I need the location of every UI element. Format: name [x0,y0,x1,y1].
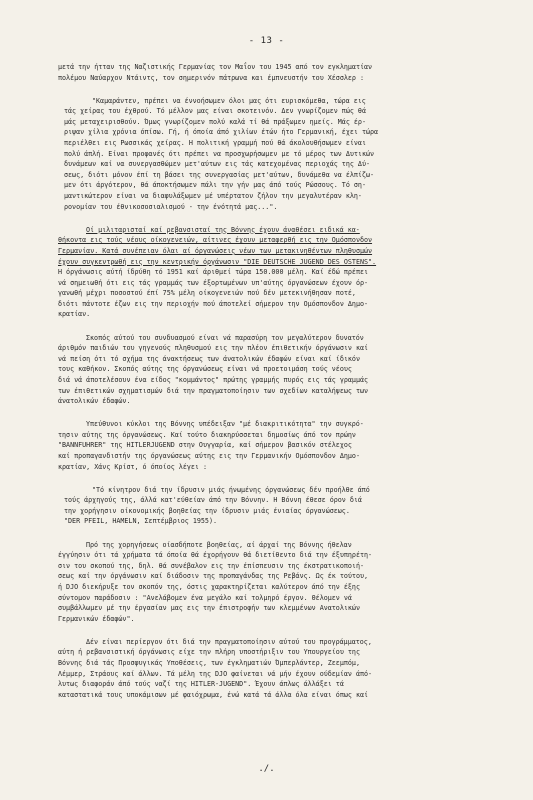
paragraph-purpose: Σκοπός αύτού του συνδυασμού είναι νά παρασύρη τον μεγαλύτερον δυνατόν άριθμόν παιδιών του γηγενούς πληθυσμού εις την πλέον έπιθετικήν όργάνωσιν καί νά πείση ότι τό σχήμα της άνακτήσεως των άνατολικών έδαφών είναι καί ίδικόν τους καθήκον. Σκοπός αύτης της όργανώσεως είναι νά προετοιμάση τούς νέους διά νά άποτελέσουν ένα είδος "κομμάντος" πρώτης γραμμής πυρός εις τάς γραμμάς των έπιθετικών σχηματισμών διά την πραγματοποίησιν των σχεδίων καταλήψεως των άνατολικών έδαφών. [58,333,369,406]
paragraph-youth-org-underlined: Γερμανίαν. Κατά συνέπειαν όλαι αί όργανώσεις νέων των μετακινηθέντων πληθυσμών έχουν συγκεντρωθή εις την κεντρικήν όργάνωσιν "DIE DEUTSCHE JUGEND DES OSTENS". [58,246,377,266]
paragraph-youth-org-details: Η όργάνωσις αύτή ίδρύθη τό 1951 καί άριθμεί τώρα 150.000 μέλη. Καί έδώ πρέπει νά σημειωθή ότι εις τάς γραμμάς των έξορτωμένων υπ'αύτης όργανώσεων έχουν όρ- γανωθή μέχρι ποσοστού έπί 75% μέλη οίκογενειών πού δέν μετεκινήθησαν ποτέ, διότι πάντοτε έζων εις την περιοχήν πού άποτελεί σήμερον την Ομόσπονδον Δημο- κρατίαν. [58,268,369,319]
paragraph-funding: Πρό της χορηγήσεως οίασδήποτε βοηθείας, αί άρχαί της Βόννης ήθελαν έγγύησιν ότι τά χρήματα τά όποία θά έχορήγουν θά διετίθεντο διά την έξυπηρέτη- σιν του σκοπού της, δηλ. θά συνέβαλον εις την έπίσπευσιν της έκστρατικοποιή- σεως καί την όργάνωσιν καί διάδοσιν της προπαγάνδας της Ρεβάνς. Ως έκ τούτου, ή DJO διεκήρυξε τον σκοπόν της, όστις χαρακτηρίζεται καλύτερον άπό την έξης σύντομον παράδοσιν : "Ανελάβομεν ένα μεγάλο καί τολμηρό έργον. Θέλομεν νά συμβάλλωμεν μέ την έργασίαν μας εις την έπιστροφήν των κλεμμένων Ανατολικών Γερμανικών έδαφών". [58,540,373,623]
quote-doenitz: "Καμαράντεν, πρέπει να έννοήσωμεν όλοι μας ότι ευρισκόμεθα, τώρα εις τάς χείρας του έχθρού. Τό μέλλον μας είναι σκοτεινόν. Δεν γνωρίζομεν πώς θά μάς μεταχειρισθούν. Όμως γνωρίζομεν πολύ καλά τί θά πράξωμεν ημείς. Μάς έρ- ριψαν χίλια χρόνια όπίσω. Γή, ή όποία άπό χιλίων έτών ήτο Γερμανική, έχει τώρα περιέλθει εις Ρωσσικάς χείρας. Η πολιτική γραμμή πού θά άκολουθήσωμεν είναι πολύ άπλή. Είναι προφανές ότι πρέπει να προσχωρήσωμεν με τό μέρος των Δυτικών δυνάμεων καί να συνεργασθώμεν μετ'αύτων εις τάς κατεχομένας περιοχάς της Δύ- σεως, διότι μόνον έπί τη βάσει της συνεργασίας μετ'αύτων, δυνάμεθα να έλπίζω- μεν ότι άργότερον, θά άποκτήσωμεν πάλι την γήν μας άπό τούς Ρώσσους. Τό ση- μαντικώτερον είναι να διαφυλάξωμεν μέ υπέρτατον ζήλον την μεγαλυτέραν κλη- ρονομίαν του έθνικοσοσιαλισμού - την ένότητά μας...". [64,96,379,211]
continuation-mark: ./. [258,764,275,774]
paragraph-militarists-underlined: Οί μιλιταρισταί καί ρεβανσισταί της Βόννης έχουν άναθέσει ειδικά κα- θήκοντα εις τούς νέους οίκογενειών, αίτινες έχουν μεταφερθή εις την Ομόσπονδον [58,225,373,245]
quote-hans-krist: "Τό κίνητρον διά την ίδρυσιν μιάς ήνωμένης όργανώσεως δέν προήλθε άπό τούς άρχηγούς της, άλλά κατ'εύθείαν άπό την Βόννην. Η Βόννη έθεσε όρον διά την χορήγησιν οίκονομικής βοηθείας την ίδρυσιν μιάς ένιαίας όργανώσεως. "DER PFEIL, HAMELN, Σεπτέμβριος 1955). [64,485,370,526]
paragraph-intro-continuation: μετά την ήτταν της Ναζιστικής Γερμανίας τον Μαΐον του 1945 από τον εγκληματίαν πολέμου Ναύαρχον Ντάιντς, τον σημερινόν πάτρωνα και έμπνευστήν του Χέσσλερ : [58,63,373,82]
page-number: - 13 - [248,36,285,46]
paragraph-responsible-circles: Υπεύθυνοι κύκλοι της Βόννης υπέδειξαν "μέ διακριτικότητα" την συγκρό- τησιν αύτης της όργανώσεως. Καί τούτο διακηρύσσεται δημοσίως άπό τον πρώην "BANNFUHRER" της HITLERJUGEND στην Ουγγαρία, καί σήμερον βασικόν στέλεχος καί προπαγανδιστήν της όργανώσεως αύτης εις την Γερμανικήν Ομόσπονδον Δημο- κρατίαν, Χάνς Κρίστ, ό όποίος λέγει : [58,420,364,471]
document-body [58,62,490,700]
paragraph-ministry-support: Δέν είναι περίεργον ότι διά την πραγματοποίησιν αύτού του προγράμματος, αύτη ή ρεβανσιστική όργάνωσις είχε την πλήρη υποστήριξιν του Υπουργείου της Βόννης διά τάς Προσφυγικάς Υποθέσεις, των έγκληματιών Όμπερλάντερ, Ζεεμπόμ, Λέμμερ, Στράους καί άλλων. Τά μέλη της DJO φαίνεται νά μήν έχουν ούδεμίαν άπό- λυτως διαφοράν άπό τούς ναζί της HITLER-JUGEND". Έχουν άπλως άλλάξει τά καταστατικά τους υποκάμισων μέ φαιόχρωμα, ένώ κατά τά άλλα όλα είναι όπως καί [58,637,373,699]
